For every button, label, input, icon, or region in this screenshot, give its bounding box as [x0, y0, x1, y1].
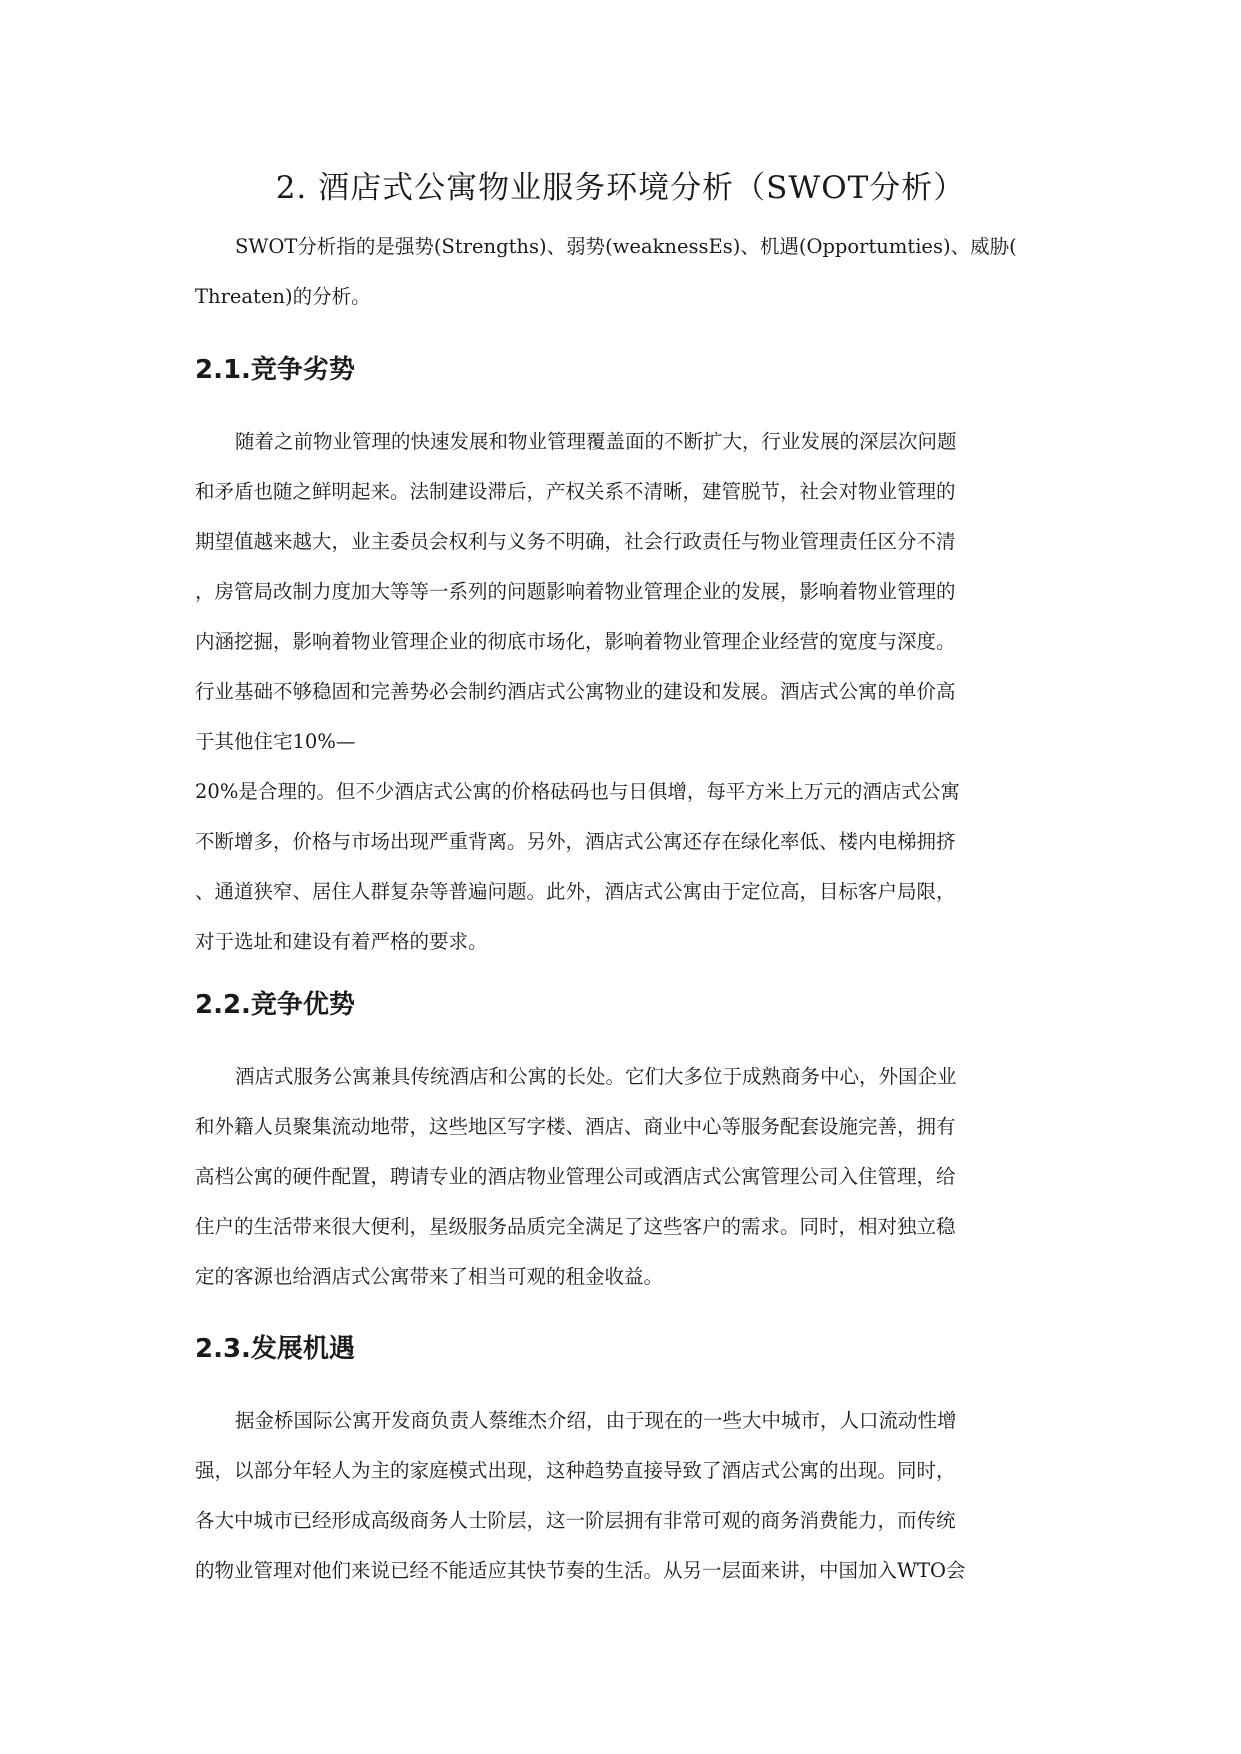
- text-line: 和矛盾也随之鲜明起来。法制建设滞后，产权关系不清晰，建管脱节，社会对物业管理的: [195, 480, 956, 503]
- text-line: 各大中城市已经形成高级商务人士阶层，这一阶层拥有非常可观的商务消费能力，而传统: [195, 1509, 956, 1532]
- text-line: 不断增多，价格与市场出现严重背离。另外，酒店式公寓还存在绿化率低、楼内电梯拥挤: [195, 830, 956, 853]
- text-line: 酒店式服务公寓兼具传统酒店和公寓的长处。它们大多位于成熟商务中心，外国企业: [235, 1065, 957, 1088]
- section-heading-competitive-disadvantage: 2.1.竞争劣势: [195, 355, 355, 385]
- section-heading-competitive-advantage: 2.2.竞争优势: [195, 990, 355, 1020]
- text-line: 住户的生活带来很大便利，星级服务品质完全满足了这些客户的需求。同时，相对独立稳: [195, 1215, 956, 1238]
- text-line: 20%是合理的。但不少酒店式公寓的价格砝码也与日俱增，每平方米上万元的酒店式公寓: [195, 780, 960, 803]
- text-line: 强，以部分年轻人为主的家庭模式出现，这种趋势直接导致了酒店式公寓的出现。同时，: [195, 1459, 956, 1482]
- text-line: 于其他住宅10%—: [195, 730, 356, 753]
- section-heading-development-opportunity: 2.3.发展机遇: [195, 1334, 355, 1364]
- section-paragraph-development-opportunity: [195, 1396, 1055, 1596]
- section-paragraph-competitive-disadvantage: [195, 417, 1055, 967]
- text-line: 据金桥国际公寓开发商负责人蔡维杰介绍，由于现在的一些大中城市，人口流动性增: [235, 1409, 957, 1432]
- text-line: 、通道狭窄、居住人群复杂等普遍问题。此外，酒店式公寓由于定位高，目标客户局限，: [195, 880, 956, 903]
- text-line: 内涵挖掘，影响着物业管理企业的彻底市场化，影响着物业管理企业经营的宽度与深度。: [195, 630, 956, 653]
- page-title: 2. 酒店式公寓物业服务环境分析（SWOT分析）: [275, 170, 966, 206]
- text-line: 期望值越来越大，业主委员会权利与义务不明确，社会行政责任与物业管理责任区分不清: [195, 530, 956, 553]
- text-line: SWOT分析指的是强势(Strengths)、弱势(weaknessEs)、机遇(Opportumties)、威胁(: [235, 235, 1017, 258]
- text-line: 行业基础不够稳固和完善势必会制约酒店式公寓物业的建设和发展。酒店式公寓的单价高: [195, 680, 956, 703]
- text-line: 随着之前物业管理的快速发展和物业管理覆盖面的不断扩大，行业发展的深层次问题: [235, 430, 957, 453]
- text-line: 对于选址和建设有着严格的要求。: [195, 930, 488, 953]
- section-paragraph-competitive-advantage: [195, 1052, 1055, 1302]
- intro-paragraph: [195, 222, 1055, 322]
- text-line: ，房管局改制力度加大等等一系列的问题影响着物业管理企业的发展，影响着物业管理的: [195, 580, 956, 603]
- text-line: 的物业管理对他们来说已经不能适应其快节奏的生活。从另一层面来讲，中国加入WTO会: [195, 1559, 966, 1582]
- text-line: 和外籍人员聚集流动地带，这些地区写字楼、酒店、商业中心等服务配套设施完善，拥有: [195, 1115, 956, 1138]
- text-line: 高档公寓的硬件配置，聘请专业的酒店物业管理公司或酒店式公寓管理公司入住管理，给: [195, 1165, 956, 1188]
- text-line: Threaten)的分析。: [195, 285, 371, 308]
- text-line: 定的客源也给酒店式公寓带来了相当可观的租金收益。: [195, 1265, 664, 1288]
